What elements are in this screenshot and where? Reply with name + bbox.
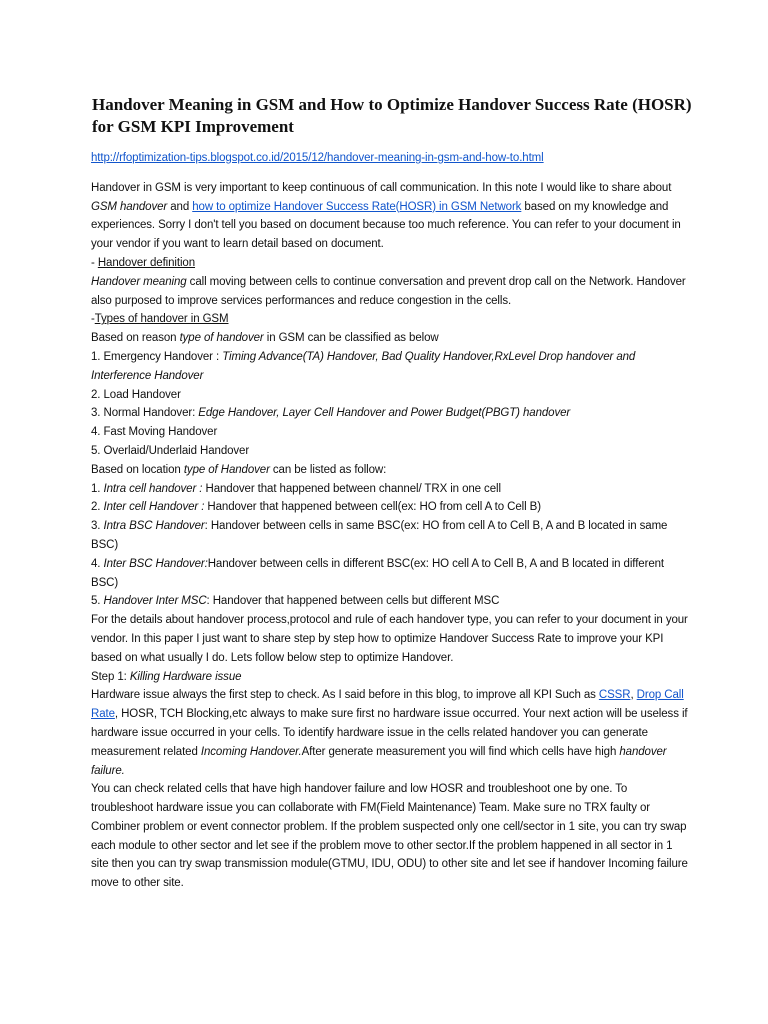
- hardware-paragraph: [91, 686, 691, 780]
- list-item-number: 3.: [91, 520, 104, 533]
- step1-label: Step 1:: [91, 670, 130, 683]
- list-item: [91, 555, 691, 593]
- intro-text-tail: based on my knowledge and experiences. Sorry I don't tell you based on document because too much reference. You can refer to your document in your vendor if you want to learn detail based on document.: [91, 200, 681, 251]
- definition-heading-prefix: -: [91, 256, 98, 269]
- location-intro: [91, 461, 691, 480]
- incoming-handover-italic: Incoming Handover.: [200, 745, 302, 758]
- list-item-name: Inter cell Handover :: [103, 501, 208, 514]
- intro-text-and: and: [167, 200, 193, 213]
- location-intro-italic: type of Handover: [183, 463, 270, 476]
- list-item-name: Handover Inter MSC: [103, 595, 207, 608]
- intro-text: Handover in GSM is very important to keep continuous of call communication. In this note I would like to share about: [91, 181, 672, 194]
- list-item-name: Intra BSC Handover: [103, 520, 205, 533]
- list-item-number: 5.: [91, 595, 104, 608]
- hardware-text-comma: ,: [630, 689, 637, 702]
- list-item-detail: Handover that happened between channel/ TRX in one cell: [205, 482, 501, 495]
- list-item-detail: Edge Handover, Layer Cell Handover and Power Budget(PBGT) handover: [198, 407, 571, 420]
- reason-intro: [91, 329, 691, 348]
- list-item: [91, 517, 691, 555]
- list-item-detail: : Handover between cells in same BSC(ex: HO from cell A to Cell B, A and B located in same BSC): [91, 520, 668, 551]
- list-item-name: Inter BSC Handover:: [103, 557, 208, 570]
- definition-heading: [91, 254, 691, 273]
- step1-heading: [91, 668, 691, 687]
- reason-intro-italic: type of handover: [179, 332, 264, 345]
- list-item: [91, 498, 691, 517]
- list-item-number: 2.: [91, 501, 104, 514]
- list-item: [91, 592, 691, 611]
- list-item: [91, 348, 691, 386]
- definition-paragraph: [91, 273, 691, 311]
- list-item-detail: : Handover that happened between cells but different MSC: [206, 595, 500, 608]
- types-heading: [91, 310, 691, 329]
- handover-failure-italic: handover failure.: [91, 745, 667, 777]
- drop-call-rate-link[interactable]: Drop Call Rate: [91, 689, 684, 721]
- details-paragraph: For the details about handover process,protocol and rule of each handover type, you can refer to your document in your vendor. In this paper I just want to share step by step how to optimize Handover Success Rate to improve your KPI based on what usually I do. Lets follow below step to optimize Handover.: [91, 614, 688, 664]
- list-item-number: 4.: [91, 557, 104, 570]
- types-heading-label: Types of handover in GSM: [94, 313, 229, 326]
- location-intro-text: Based on location: [91, 463, 184, 476]
- document-body: [91, 149, 691, 893]
- source-url-link[interactable]: http://rfoptimization-tips.blogspot.co.id/2015/12/handover-meaning-in-gsm-and-how-to.html: [91, 152, 544, 164]
- list-item: 4. Fast Moving Handover: [91, 426, 218, 439]
- optimize-hosr-link[interactable]: how to optimize Handover Success Rate(HOSR) in GSM Network: [192, 200, 522, 213]
- source-url-line: [91, 149, 691, 168]
- document-title: Handover Meaning in GSM and How to Optimize Handover Success Rate (HOSR) for GSM KPI Improvement: [92, 95, 692, 136]
- hardware-text-after: After generate measurement you will find which cells have high: [301, 745, 620, 758]
- list-item-label: 1. Emergency Handover :: [91, 350, 223, 363]
- definition-heading-label: Handover definition: [97, 256, 196, 269]
- list-item-detail: Handover between cells in different BSC(ex: HO cell A to Cell B, A and B located in different BSC): [91, 557, 665, 589]
- list-item-label: 3. Normal Handover:: [91, 407, 199, 420]
- definition-italic: Handover meaning: [91, 275, 187, 288]
- list-item-name: Intra cell handover :: [103, 482, 206, 495]
- list-item-detail: Handover that happened between cell(ex: HO from cell A to Cell B): [207, 501, 541, 514]
- reason-intro-text: Based on reason: [91, 332, 180, 345]
- list-item: [91, 404, 691, 423]
- spacer: [91, 168, 691, 179]
- cssr-link[interactable]: CSSR: [598, 689, 631, 702]
- intro-paragraph: [91, 179, 691, 254]
- list-item-number: 1.: [91, 482, 104, 495]
- list-item-detail: Timing Advance(TA) Handover, Bad Quality Handover,RxLevel Drop handover and Interference Handover: [91, 350, 636, 382]
- hardware-text: Hardware issue always the first step to check. As I said before in this blog, to improve all KPI Such as: [91, 689, 599, 702]
- hardware-text-middle: , HOSR, TCH Blocking,etc always to make sure first no hardware issue occurred. Your next action will be useless if hardware issue occurred in your cells. To identify hardware issue in the cells related handover you can generate measurement related: [91, 708, 688, 758]
- troubleshoot-paragraph: You can check related cells that have high handover failure and low HOSR and troubleshoot one by one. To troubleshoot hardware issue you can collaborate with FM(Field Maintenance) Team. Make sure no TRX faulty or Combiner problem or event connector problem. If the problem suspected only one cell/sector in 1 site, you can try swap each module to other sector and let see if the problem move to other sector.If the problem happened in all sector in 1 site then you can try swap transmission module(GTMU, IDU, ODU) to other site and let see if handover Incoming failure move to other site.: [91, 783, 688, 890]
- reason-intro-tail: in GSM can be classified as below: [263, 332, 439, 345]
- list-item: [91, 480, 691, 499]
- intro-italic-gsm-handover: GSM handover: [91, 200, 168, 213]
- list-item: 5. Overlaid/Underlaid Handover: [91, 444, 250, 457]
- list-item: 2. Load Handover: [91, 388, 181, 401]
- definition-text: call moving between cells to continue conversation and prevent drop call on the Network. Handover also purposed to improve services performances and reduce congestion in the cells.: [91, 275, 686, 307]
- step1-title: Killing Hardware issue: [129, 670, 242, 683]
- location-intro-tail: can be listed as follow:: [269, 463, 387, 476]
- types-heading-prefix: -: [91, 313, 95, 326]
